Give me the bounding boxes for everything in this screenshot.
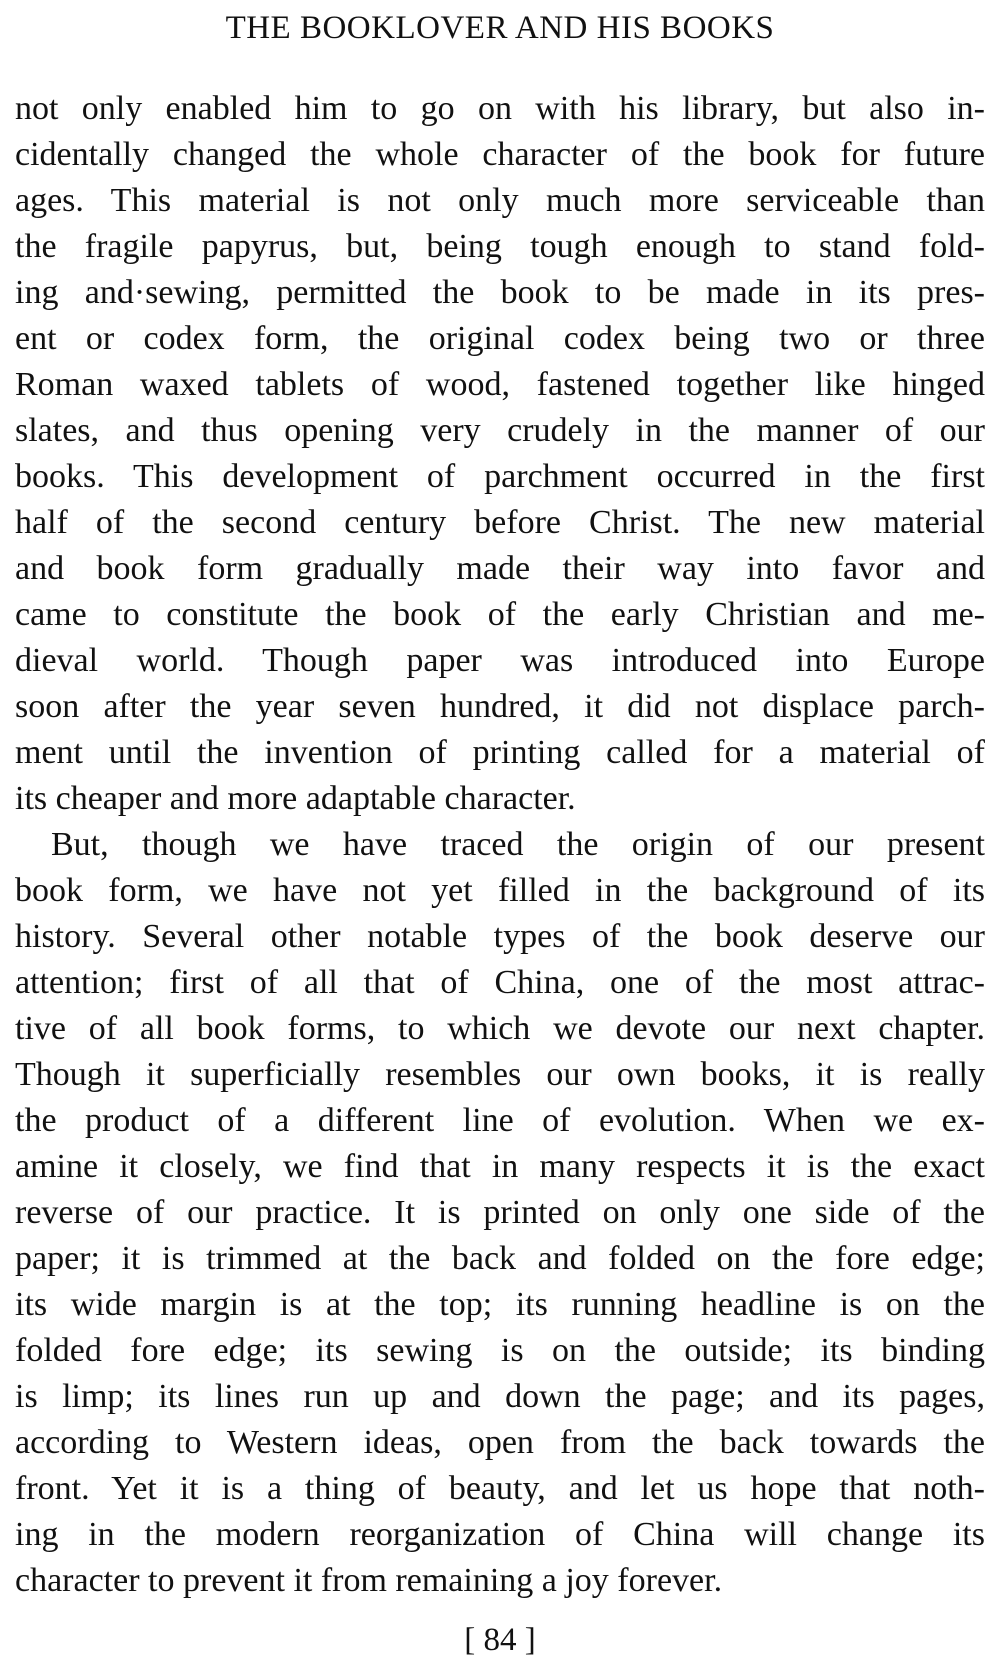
text-line: Roman waxed tablets of wood, fastened together like hinged xyxy=(15,366,985,403)
text-line: Though it superficially resembles our own books, it is really xyxy=(15,1056,985,1093)
text-line: not only enabled him to go on with his library, but also in- xyxy=(15,90,985,127)
text-line: books. This development of parchment occurred in the first xyxy=(15,458,985,495)
text-line: amine it closely, we find that in many respects it is the exact xyxy=(15,1148,985,1185)
text-line: according to Western ideas, open from the back towards the xyxy=(15,1424,985,1461)
text-line: and book form gradually made their way into favor and xyxy=(15,550,985,587)
text-line: ing and·sewing, permitted the book to be made in its pres- xyxy=(15,274,985,311)
text-line: the fragile papyrus, but, being tough enough to stand fold- xyxy=(15,228,985,265)
text-line: ent or codex form, the original codex being two or three xyxy=(15,320,985,357)
text-line: attention; first of all that of China, one of the most attrac- xyxy=(15,964,985,1001)
text-line: book form, we have not yet filled in the background of its xyxy=(15,872,985,909)
text-line: dieval world. Though paper was introduced into Europe xyxy=(15,642,985,679)
text-line: history. Several other notable types of the book deserve our xyxy=(15,918,985,955)
text-line: its wide margin is at the top; its running headline is on the xyxy=(15,1286,985,1323)
running-head: THE BOOKLOVER AND HIS BOOKS xyxy=(225,10,775,46)
text-line: reverse of our practice. It is printed on only one side of the xyxy=(15,1194,985,1231)
text-line: soon after the year seven hundred, it did not displace parch- xyxy=(15,688,985,725)
text-line: ment until the invention of printing called for a material of xyxy=(15,734,985,771)
text-line: tive of all book forms, to which we devote our next chapter. xyxy=(15,1010,985,1047)
text-line: is limp; its lines run up and down the page; and its pages, xyxy=(15,1378,985,1415)
body-text xyxy=(15,86,985,1604)
text-line: the product of a different line of evolution. When we ex- xyxy=(15,1102,985,1139)
text-line: ing in the modern reorganization of China will change its xyxy=(15,1516,985,1553)
text-line: folded fore edge; its sewing is on the outside; its binding xyxy=(15,1332,985,1369)
text-line: character to prevent it from remaining a joy forever. xyxy=(15,1562,723,1599)
text-line: But, though we have traced the origin of our present xyxy=(51,826,985,863)
text-line: paper; it is trimmed at the back and folded on the fore edge; xyxy=(15,1240,985,1277)
text-line: half of the second century before Christ. The new material xyxy=(15,504,985,541)
text-line: its cheaper and more adaptable character. xyxy=(15,780,576,817)
text-line: ages. This material is not only much more serviceable than xyxy=(15,182,985,219)
page-number: [ 84 ] xyxy=(464,1622,536,1658)
text-line: came to constitute the book of the early Christian and me- xyxy=(15,596,985,633)
text-line: slates, and thus opening very crudely in the manner of our xyxy=(15,412,985,449)
text-line: front. Yet it is a thing of beauty, and let us hope that noth- xyxy=(15,1470,985,1507)
text-line: cidentally changed the whole character of the book for future xyxy=(15,136,985,173)
